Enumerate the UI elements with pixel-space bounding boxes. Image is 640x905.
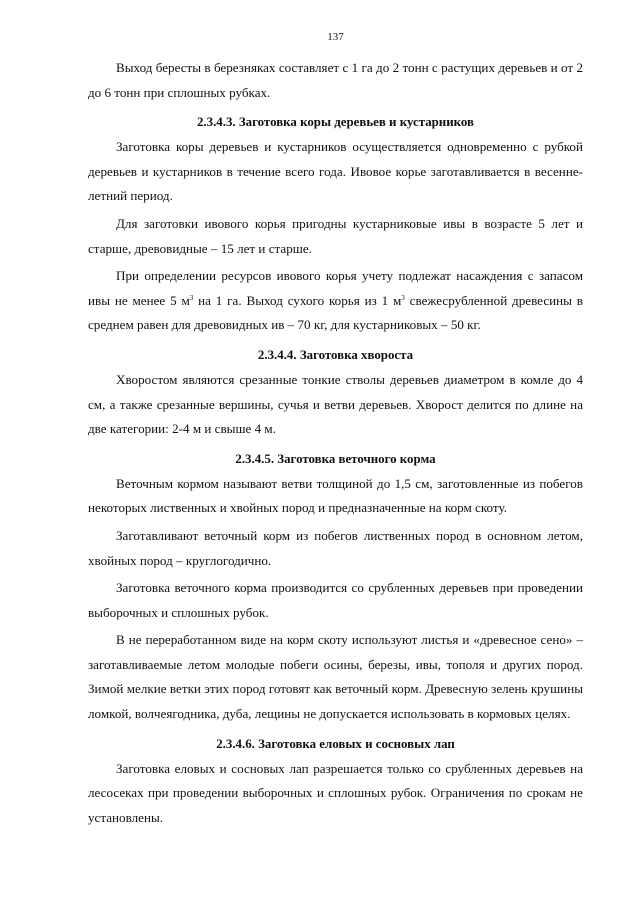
paragraph: Выход бересты в березняках составляет с 1 га до 2 тонн с растущих деревьев и от 2 до 6 тонн при сплошных рубках.	[88, 60, 583, 100]
section-heading: 2.3.4.6. Заготовка еловых и сосновых лап	[216, 736, 455, 751]
section-heading: 2.3.4.5. Заготовка веточного корма	[235, 451, 436, 466]
text-run: свежесрубленной древесины в среднем равен для древовидных ив – 70 кг, для кустарниковых – 50 кг.	[88, 292, 583, 333]
superscript: 3	[189, 293, 194, 302]
text-run: на 1 га. Выход сухого корья из 1 м	[193, 292, 402, 308]
section-heading: 2.3.4.4. Заготовка хвороста	[257, 347, 414, 362]
paragraph: Хворостом являются срезанные тонкие стволы деревьев диаметром в комле до 4 см, а также срезанные вершины, сучья и ветви деревьев. Хворост делится по длине на две категории: 2-4 м и свыше 4 м.	[88, 371, 583, 437]
paragraph: Заготавливают веточный корм из побегов лиственных пород в основном летом, хвойных пород – круглогодично.	[88, 527, 583, 568]
page-number: 137	[327, 31, 344, 43]
section-heading: 2.3.4.3. Заготовка коры деревьев и кустарников	[196, 115, 475, 130]
paragraph: Заготовка коры деревьев и кустарников осуществляется одновременно с рубкой деревьев и кустарников в течение всего года. Ивовое корье заготавливается в весенне-летний период.	[88, 139, 583, 204]
paragraph: Заготовка веточного корма производится со срубленных деревьев при проведении выборочных и сплошных рубок.	[88, 580, 583, 620]
page-content	[88, 56, 583, 830]
text-run: При определении ресурсов ивового корья учету подлежат насаждения с запасом ивы не менее 5 м	[88, 268, 583, 308]
paragraph: В не переработанном виде на корм скоту используют листья и «древесное сено» – заготавливаемые летом молодые побеги осины, березы, ивы, тополя и других пород. Зимой мелкие ветки этих пород готовят как веточный корм. Древесную зелень крушины ломкой, волчеягодника, дуба, лещины не допускается использовать в кормовых целях.	[88, 632, 583, 722]
paragraph: Для заготовки ивового корья пригодны кустарниковые ивы в возрасте 5 лет и старше, древовидные – 15 лет и старше.	[88, 215, 583, 256]
paragraph: Веточным кормом называют ветви толщиной до 1,5 см, заготовленные из побегов некоторых лиственных и хвойных пород и предназначенные на корм скоту.	[88, 475, 583, 516]
paragraph: Заготовка еловых и сосновых лап разрешается только со срубленных деревьев на лесосеках при проведении выборочных и сплошных рубок. Ограничения по срокам не установлены.	[88, 760, 583, 825]
superscript: 3	[401, 293, 405, 302]
paragraph	[88, 264, 583, 338]
